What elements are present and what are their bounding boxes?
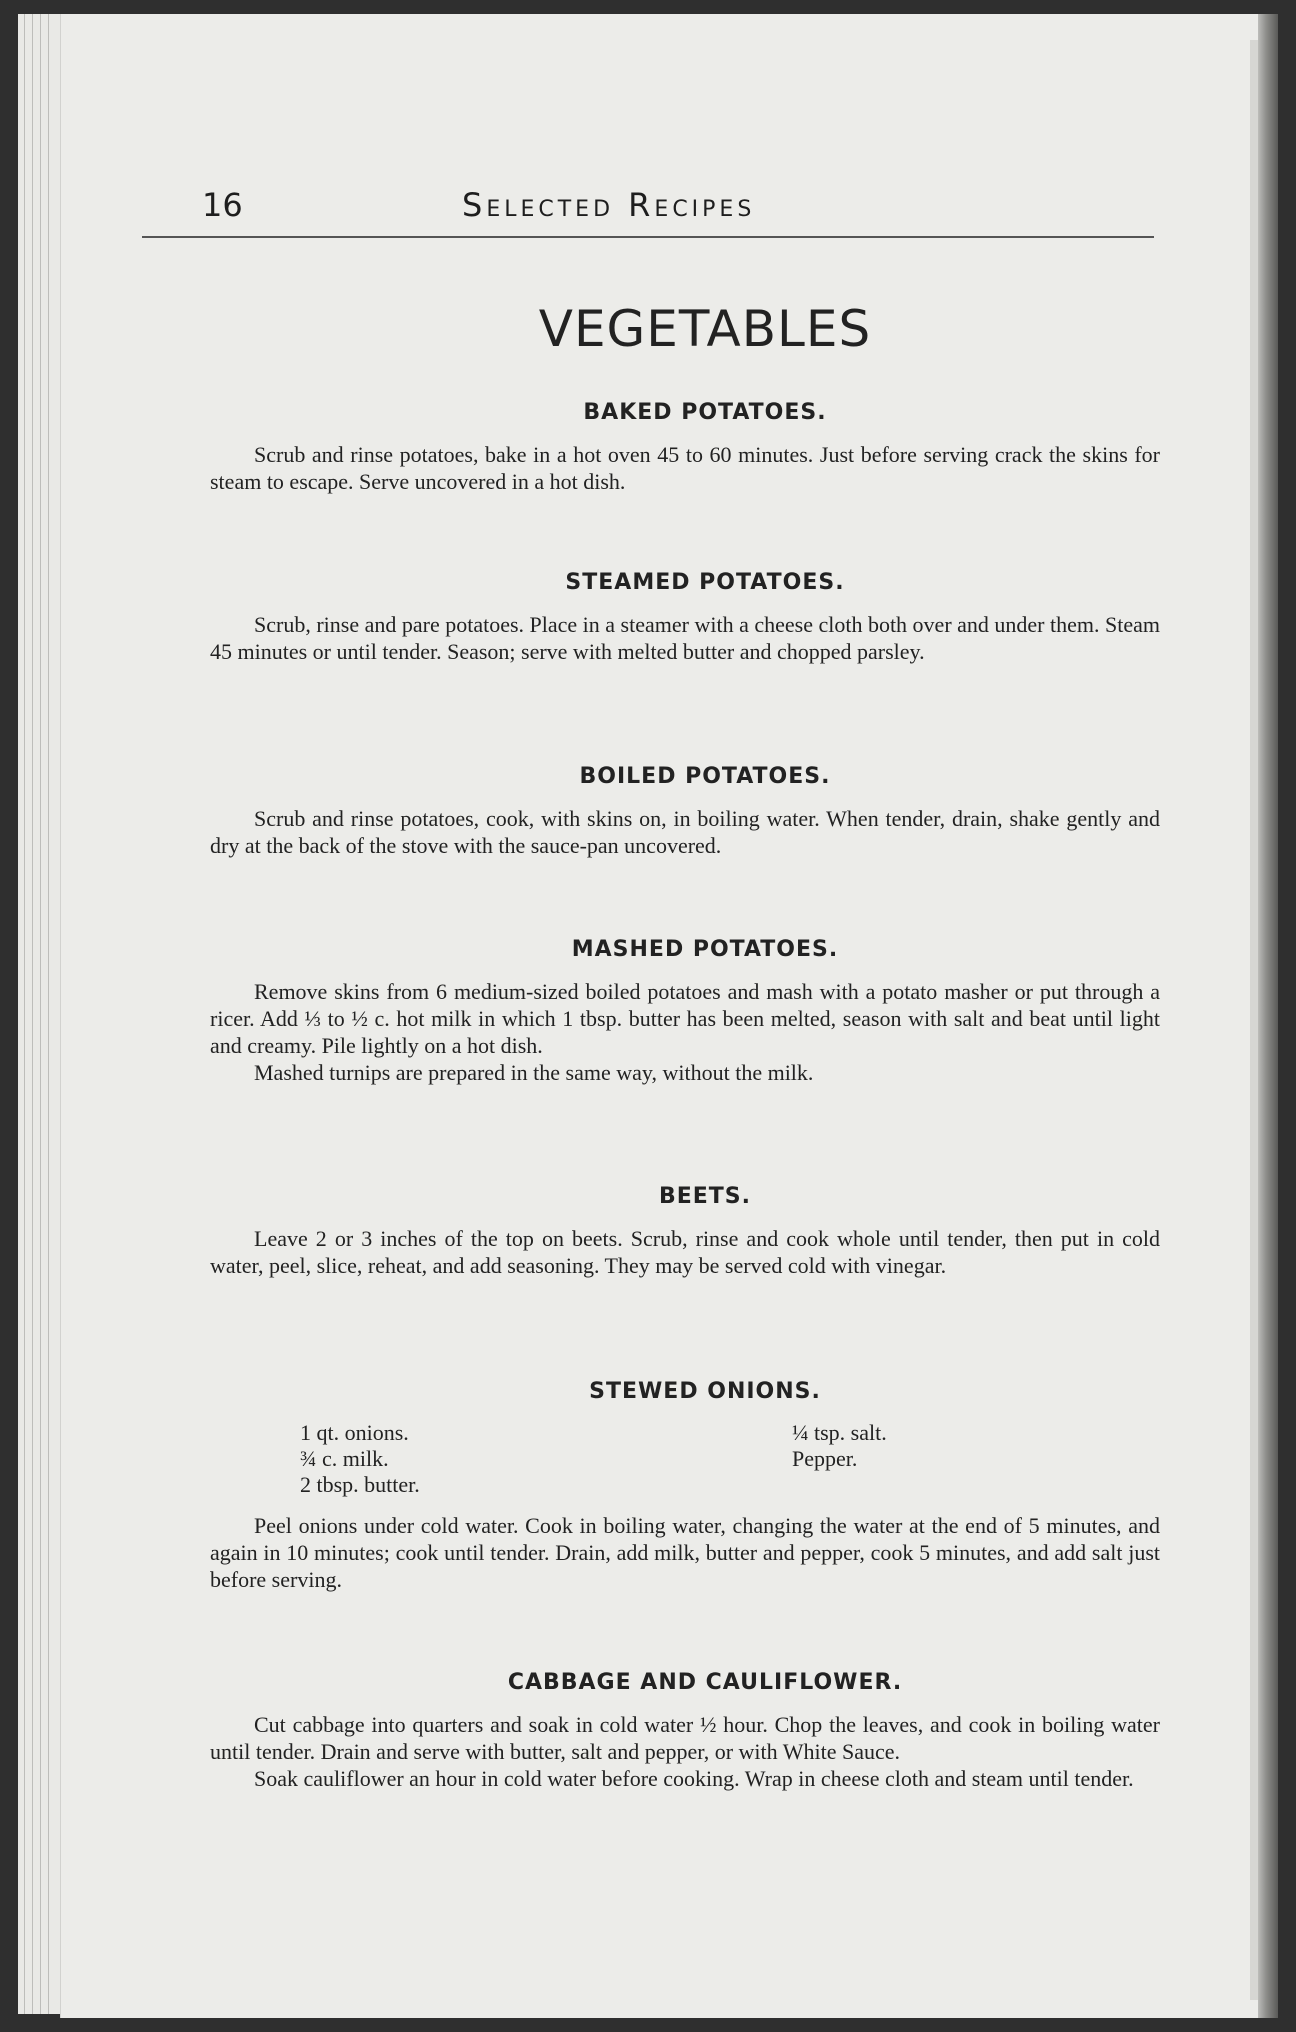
page-content bbox=[210, 300, 1160, 1791]
ingredient-item: Pepper. bbox=[792, 1446, 858, 1471]
recipe-heading: BEETS. bbox=[658, 1184, 752, 1209]
recipe-paragraph: Scrub and rinse potatoes, bake in a hot oven 45 to 60 minutes. Just before serving crack the skins for steam to escape. Serve uncovered in a hot dish. bbox=[210, 442, 1160, 494]
ingredient-column-right bbox=[792, 1420, 887, 1472]
recipe-cabbage-cauliflower bbox=[210, 1670, 1160, 1792]
page-edge-line bbox=[40, 14, 41, 2014]
recipe-mashed-potatoes bbox=[210, 937, 1160, 1086]
recipe-paragraph: Peel onions under cold water. Cook in boiling water, changing the water at the end of 5 minutes, and again in 10 minutes; cook until tender. Drain, add milk, butter and pepper, cook 5 minutes, and add salt just before serving. bbox=[210, 1513, 1160, 1592]
ingredient-item: ¾ c. milk. bbox=[300, 1446, 389, 1471]
page-edge-line bbox=[24, 14, 25, 2014]
recipe-steamed-potatoes bbox=[210, 570, 1160, 665]
recipe-paragraph: Remove skins from 6 medium-sized boiled potatoes and mash with a potato masher or put through a ricer. Add ⅓ to ½ c. hot milk in which 1 tbsp. butter has been melted, season with salt and beat until light and creamy. Pile lightly on a hot dish. bbox=[210, 979, 1160, 1058]
recipe-paragraph: Leave 2 or 3 inches of the top on beets. Scrub, rinse and cook whole until tender, then put in cold water, peel, slice, reheat, and add seasoning. They may be served cold with vinegar. bbox=[210, 1226, 1160, 1278]
recipe-heading: CABBAGE AND CAULIFLOWER. bbox=[507, 1670, 903, 1695]
recipe-heading: STEWED ONIONS. bbox=[589, 1379, 821, 1404]
page-edge-line bbox=[32, 14, 33, 2014]
recipe-paragraph: Mashed turnips are prepared in the same way, without the milk. bbox=[254, 1060, 814, 1085]
chapter-title: VEGETABLES bbox=[538, 300, 872, 358]
recipe-heading: STEAMED POTATOES. bbox=[565, 570, 845, 595]
ingredient-column-left bbox=[300, 1420, 420, 1498]
page-edge-line bbox=[48, 14, 49, 2014]
recipe-paragraph: Soak cauliflower an hour in cold water before cooking. Wrap in cheese cloth and steam until tender. bbox=[254, 1766, 1134, 1791]
page-header bbox=[142, 180, 1154, 238]
ingredient-item: ¼ tsp. salt. bbox=[792, 1420, 887, 1445]
ingredient-item: 2 tbsp. butter. bbox=[300, 1472, 420, 1497]
recipe-heading: MASHED POTATOES. bbox=[571, 937, 839, 962]
recipe-paragraph: Scrub, rinse and pare potatoes. Place in a steamer with a cheese cloth both over and under them. Steam 45 minutes or until tender. Season; serve with melted butter and chopped parsley. bbox=[210, 612, 1160, 664]
ingredient-list bbox=[210, 1420, 1160, 1500]
recipe-heading: BAKED POTATOES. bbox=[583, 400, 827, 425]
recipe-beets bbox=[210, 1184, 1160, 1279]
recipe-heading: BOILED POTATOES. bbox=[579, 764, 831, 789]
recipe-stewed-onions bbox=[210, 1379, 1160, 1593]
recipe-boiled-potatoes bbox=[210, 764, 1160, 859]
running-title: Selected Recipes bbox=[462, 186, 756, 224]
recipe-baked-potatoes bbox=[210, 400, 1160, 495]
ingredient-item: 1 qt. onions. bbox=[300, 1420, 409, 1445]
book-spine bbox=[1258, 14, 1278, 2018]
page-number: 16 bbox=[202, 186, 243, 224]
recipe-paragraph: Cut cabbage into quarters and soak in cold water ½ hour. Chop the leaves, and cook in boiling water until tender. Drain and serve with butter, salt and pepper, or with White Sauce. bbox=[210, 1712, 1160, 1764]
recipe-paragraph: Scrub and rinse potatoes, cook, with skins on, in boiling water. When tender, drain, shake gently and dry at the back of the stove with the sauce-pan uncovered. bbox=[210, 806, 1160, 858]
